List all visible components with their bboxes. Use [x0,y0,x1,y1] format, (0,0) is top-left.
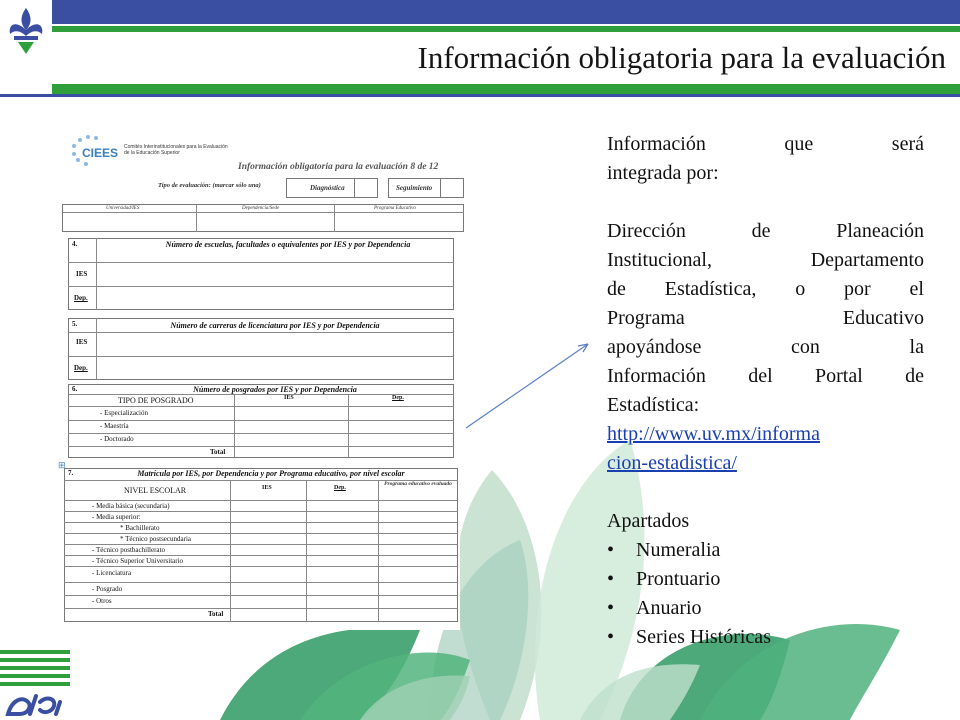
section-7-row: - Media básica (secundaria) [92,502,170,510]
section-7-row: * Bachillerato [120,524,160,532]
info-body-line: apoyándose con la [607,336,924,358]
section-7-col-programa: Programa educativo evaluado [384,481,452,487]
apartado-item: • Anuario [607,594,924,623]
expand-icon: ⊞ [58,460,66,470]
section-6-title: Número de posgrados por IES y por Dependencia [193,385,357,394]
section-5-number: 5. [72,320,78,328]
section-5-row-ies: IES [76,338,88,346]
section-7-row: - Licenciatura [92,569,132,577]
form-heading: Información obligatoria para la evaluación 8 de 12 [238,162,439,172]
section-6-number: 6. [72,385,78,393]
section-4-row-ies: IES [76,270,88,278]
section-5-row-dep: Dep. [74,364,88,372]
info-intro-line: integrada por: [607,162,719,184]
tipo-label: Tipo de evaluación: (marcar sólo una) [158,182,261,189]
section-7-number: 7. [68,469,74,477]
section-7-row: - Media superior: [92,513,141,521]
section-6-col-dep: Dep. [392,395,404,401]
info-body-line: Dirección de Planeación [607,220,924,242]
section-6-col-ies: IES [284,395,294,401]
section-6-total: Total [210,448,226,456]
info-body-line: de Estadística, o por el [607,278,924,300]
section-6-row: - Especialización [100,409,149,417]
section-7-row: * Técnico postsecundaria [120,535,192,543]
info-intro-line: Información que será [607,133,924,155]
section-7-row: - Otros [92,597,112,605]
section-7-row: - Posgrado [92,585,123,593]
tipo-option-diagnostica: Diagnóstica [310,184,345,192]
section-7-total: Total [208,610,224,618]
id-col-universidad: Universidad/IES [106,206,140,211]
section-6-col-tipo: TIPO DE POSGRADO [118,396,194,405]
info-body-line: Información del Portal de [607,365,924,387]
ciees-wordmark: CIEES [82,146,119,160]
link-line: http://www.uv.mx/informa [607,423,820,445]
id-col-programa: Programa Educativo [374,206,416,211]
info-body-line: Programa Educativo [607,307,924,329]
section-7-col-dep: Dep. [334,485,346,491]
link-line: cion-estadistica/ [607,452,737,474]
info-body-line: Institucional, Departamento [607,249,924,271]
page-title: Información obligatoria para la evaluación [417,40,946,75]
section-7-row: - Técnico Superior Universitario [92,557,184,565]
apartado-item: • Series Históricas [607,623,924,652]
apartados-label: Apartados [607,510,690,532]
section-7-col-ies: IES [262,485,272,491]
section-4-row-dep: Dep. [74,294,88,302]
apartado-item: • Prontuario [607,565,924,594]
section-7-row: - Técnico postbachillerato [92,546,165,554]
section-6-row: - Maestría [100,422,129,430]
section-6-row: - Doctorado [100,435,134,443]
section-7-col-nivel: NIVEL ESCOLAR [124,486,187,495]
ciees-subtitle: Comités Interinstitucionales para la Evaluación de la Educación Superior [124,144,228,156]
section-5-title: Número de carreras de licenciatura por IES y por Dependencia [170,321,380,330]
section-4-title: Número de escuelas, facultades o equivalentes por IES y por Dependencia [165,240,411,249]
section-7-title: Matrícula por IES, por Dependencia y por Programa educativo, por nivel escolar [137,469,405,478]
tipo-option-seguimiento: Seguimiento [396,184,433,192]
section-4-number: 4. [72,240,78,248]
apartado-item: • Numeralia [607,536,924,565]
info-body-line: Estadística: [607,394,700,416]
id-col-dependencia: Dependencia/Sede [242,206,280,211]
